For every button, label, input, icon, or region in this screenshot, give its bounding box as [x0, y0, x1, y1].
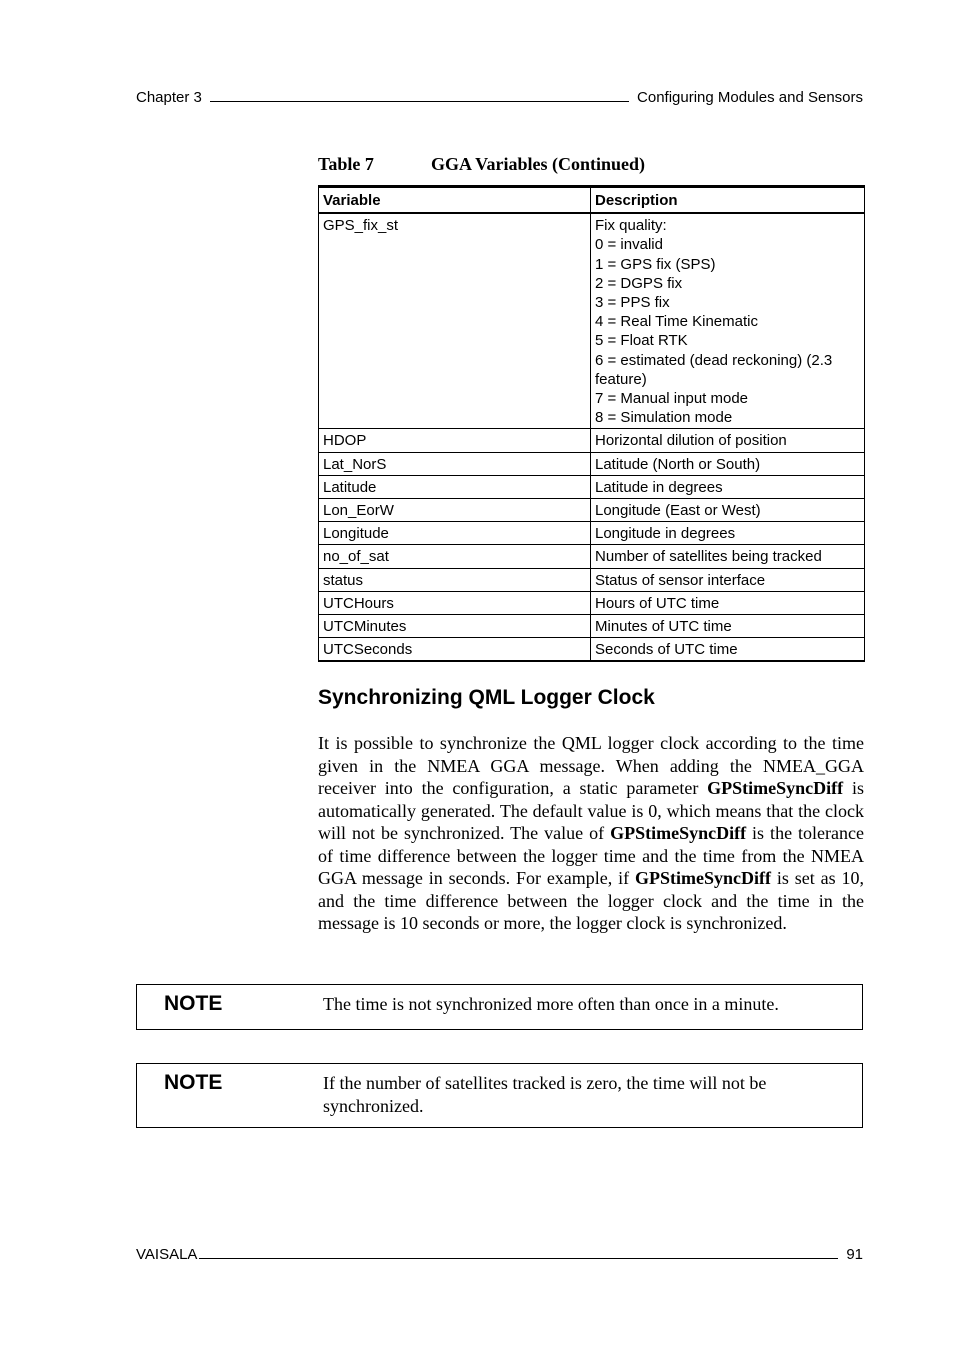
column-header-variable: Variable	[319, 187, 591, 214]
fix-quality-line: 6 = estimated (dead reckoning) (2.3 feature)	[595, 351, 833, 388]
cell-variable: status	[319, 568, 591, 591]
page-number: 91	[846, 1246, 863, 1263]
fix-quality-line: 2 = DGPS fix	[595, 274, 683, 292]
table-row	[319, 568, 865, 591]
parameter-name: GPStimeSyncDiff	[635, 868, 772, 888]
table-row	[319, 213, 865, 429]
cell-description	[591, 213, 865, 429]
table-row	[319, 475, 865, 498]
paragraph-text: It is possible to synchronize the QML logger clock according to the time given in the NMEA GGA message. When adding the NMEA_GGA receiver into the configuration, a static parameter	[318, 733, 864, 798]
note-label: NOTE	[164, 992, 223, 1015]
table-header-row	[319, 187, 865, 214]
cell-variable: GPS_fix_st	[319, 213, 591, 429]
table-row	[319, 615, 865, 638]
fix-quality-line: 1 = GPS fix (SPS)	[595, 255, 716, 273]
cell-description: Minutes of UTC time	[591, 615, 865, 638]
company-name: VAISALA	[136, 1246, 198, 1263]
cell-description: Latitude in degrees	[591, 475, 865, 498]
body-paragraph	[318, 732, 864, 935]
table-row	[319, 591, 865, 614]
header-rule	[210, 101, 629, 102]
fix-quality-line: 7 = Manual input mode	[595, 390, 749, 408]
cell-description: Seconds of UTC time	[591, 638, 865, 662]
note-text: If the number of satellites tracked is zero, the time will not be synchronized.	[323, 1073, 767, 1116]
parameter-name: GPStimeSyncDiff	[707, 778, 844, 798]
column-header-description: Description	[591, 187, 865, 214]
table-row	[319, 429, 865, 452]
table-row	[319, 522, 865, 545]
paragraph-text: is automatically generated. The default value is 0, which means that the clock will not be synchronized. The value of	[318, 778, 864, 843]
cell-variable: Latitude	[319, 475, 591, 498]
cell-description: Horizontal dilution of position	[591, 429, 865, 452]
parameter-name: GPStimeSyncDiff	[610, 823, 747, 843]
section-heading: Synchronizing QML Logger Clock	[318, 686, 655, 709]
cell-description: Latitude (North or South)	[591, 452, 865, 475]
note-text: The time is not synchronized more often than once in a minute.	[323, 994, 779, 1014]
paragraph-text: is set as 10, and the time difference between the logger clock and the time in the message is 10 seconds or more, the logger clock is synchronized.	[318, 868, 864, 933]
note-box	[136, 1063, 863, 1128]
cell-variable: Lon_EorW	[319, 499, 591, 522]
table-row	[319, 545, 865, 568]
cell-variable: HDOP	[319, 429, 591, 452]
page-footer	[136, 1243, 863, 1263]
chapter-title: Configuring Modules and Sensors	[637, 89, 863, 106]
cell-description: Number of satellites being tracked	[591, 545, 865, 568]
table-number: Table 7	[318, 154, 374, 174]
cell-description: Longitude (East or West)	[591, 499, 865, 522]
note-box	[136, 984, 863, 1030]
cell-variable: UTCSeconds	[319, 638, 591, 662]
table-row	[319, 499, 865, 522]
fix-quality-line: 4 = Real Time Kinematic	[595, 313, 758, 331]
cell-variable: Lat_NorS	[319, 452, 591, 475]
table-row	[319, 452, 865, 475]
fix-quality-line: 3 = PPS fix	[595, 294, 670, 312]
paragraph-text: is the tolerance of time difference between the logger time and the time from the NMEA GGA message in seconds. For example, if	[318, 823, 865, 888]
cell-description: Status of sensor interface	[591, 568, 865, 591]
cell-description: Longitude in degrees	[591, 522, 865, 545]
gga-variables-table	[318, 185, 865, 662]
cell-variable: UTCMinutes	[319, 615, 591, 638]
table-row	[319, 638, 865, 662]
fix-quality-line: Fix quality:	[595, 217, 667, 235]
table-title: GGA Variables (Continued)	[431, 154, 646, 174]
chapter-label: Chapter 3	[136, 89, 202, 106]
cell-variable: Longitude	[319, 522, 591, 545]
footer-rule	[199, 1258, 838, 1259]
table-caption	[318, 154, 645, 175]
cell-description: Hours of UTC time	[591, 591, 865, 614]
note-label: NOTE	[164, 1071, 223, 1094]
fix-quality-line: 0 = invalid	[595, 236, 663, 254]
cell-variable: UTCHours	[319, 591, 591, 614]
fix-quality-line: 5 = Float RTK	[595, 332, 688, 350]
page-header	[136, 86, 863, 106]
cell-variable: no_of_sat	[319, 545, 591, 568]
fix-quality-line: 8 = Simulation mode	[595, 409, 733, 427]
